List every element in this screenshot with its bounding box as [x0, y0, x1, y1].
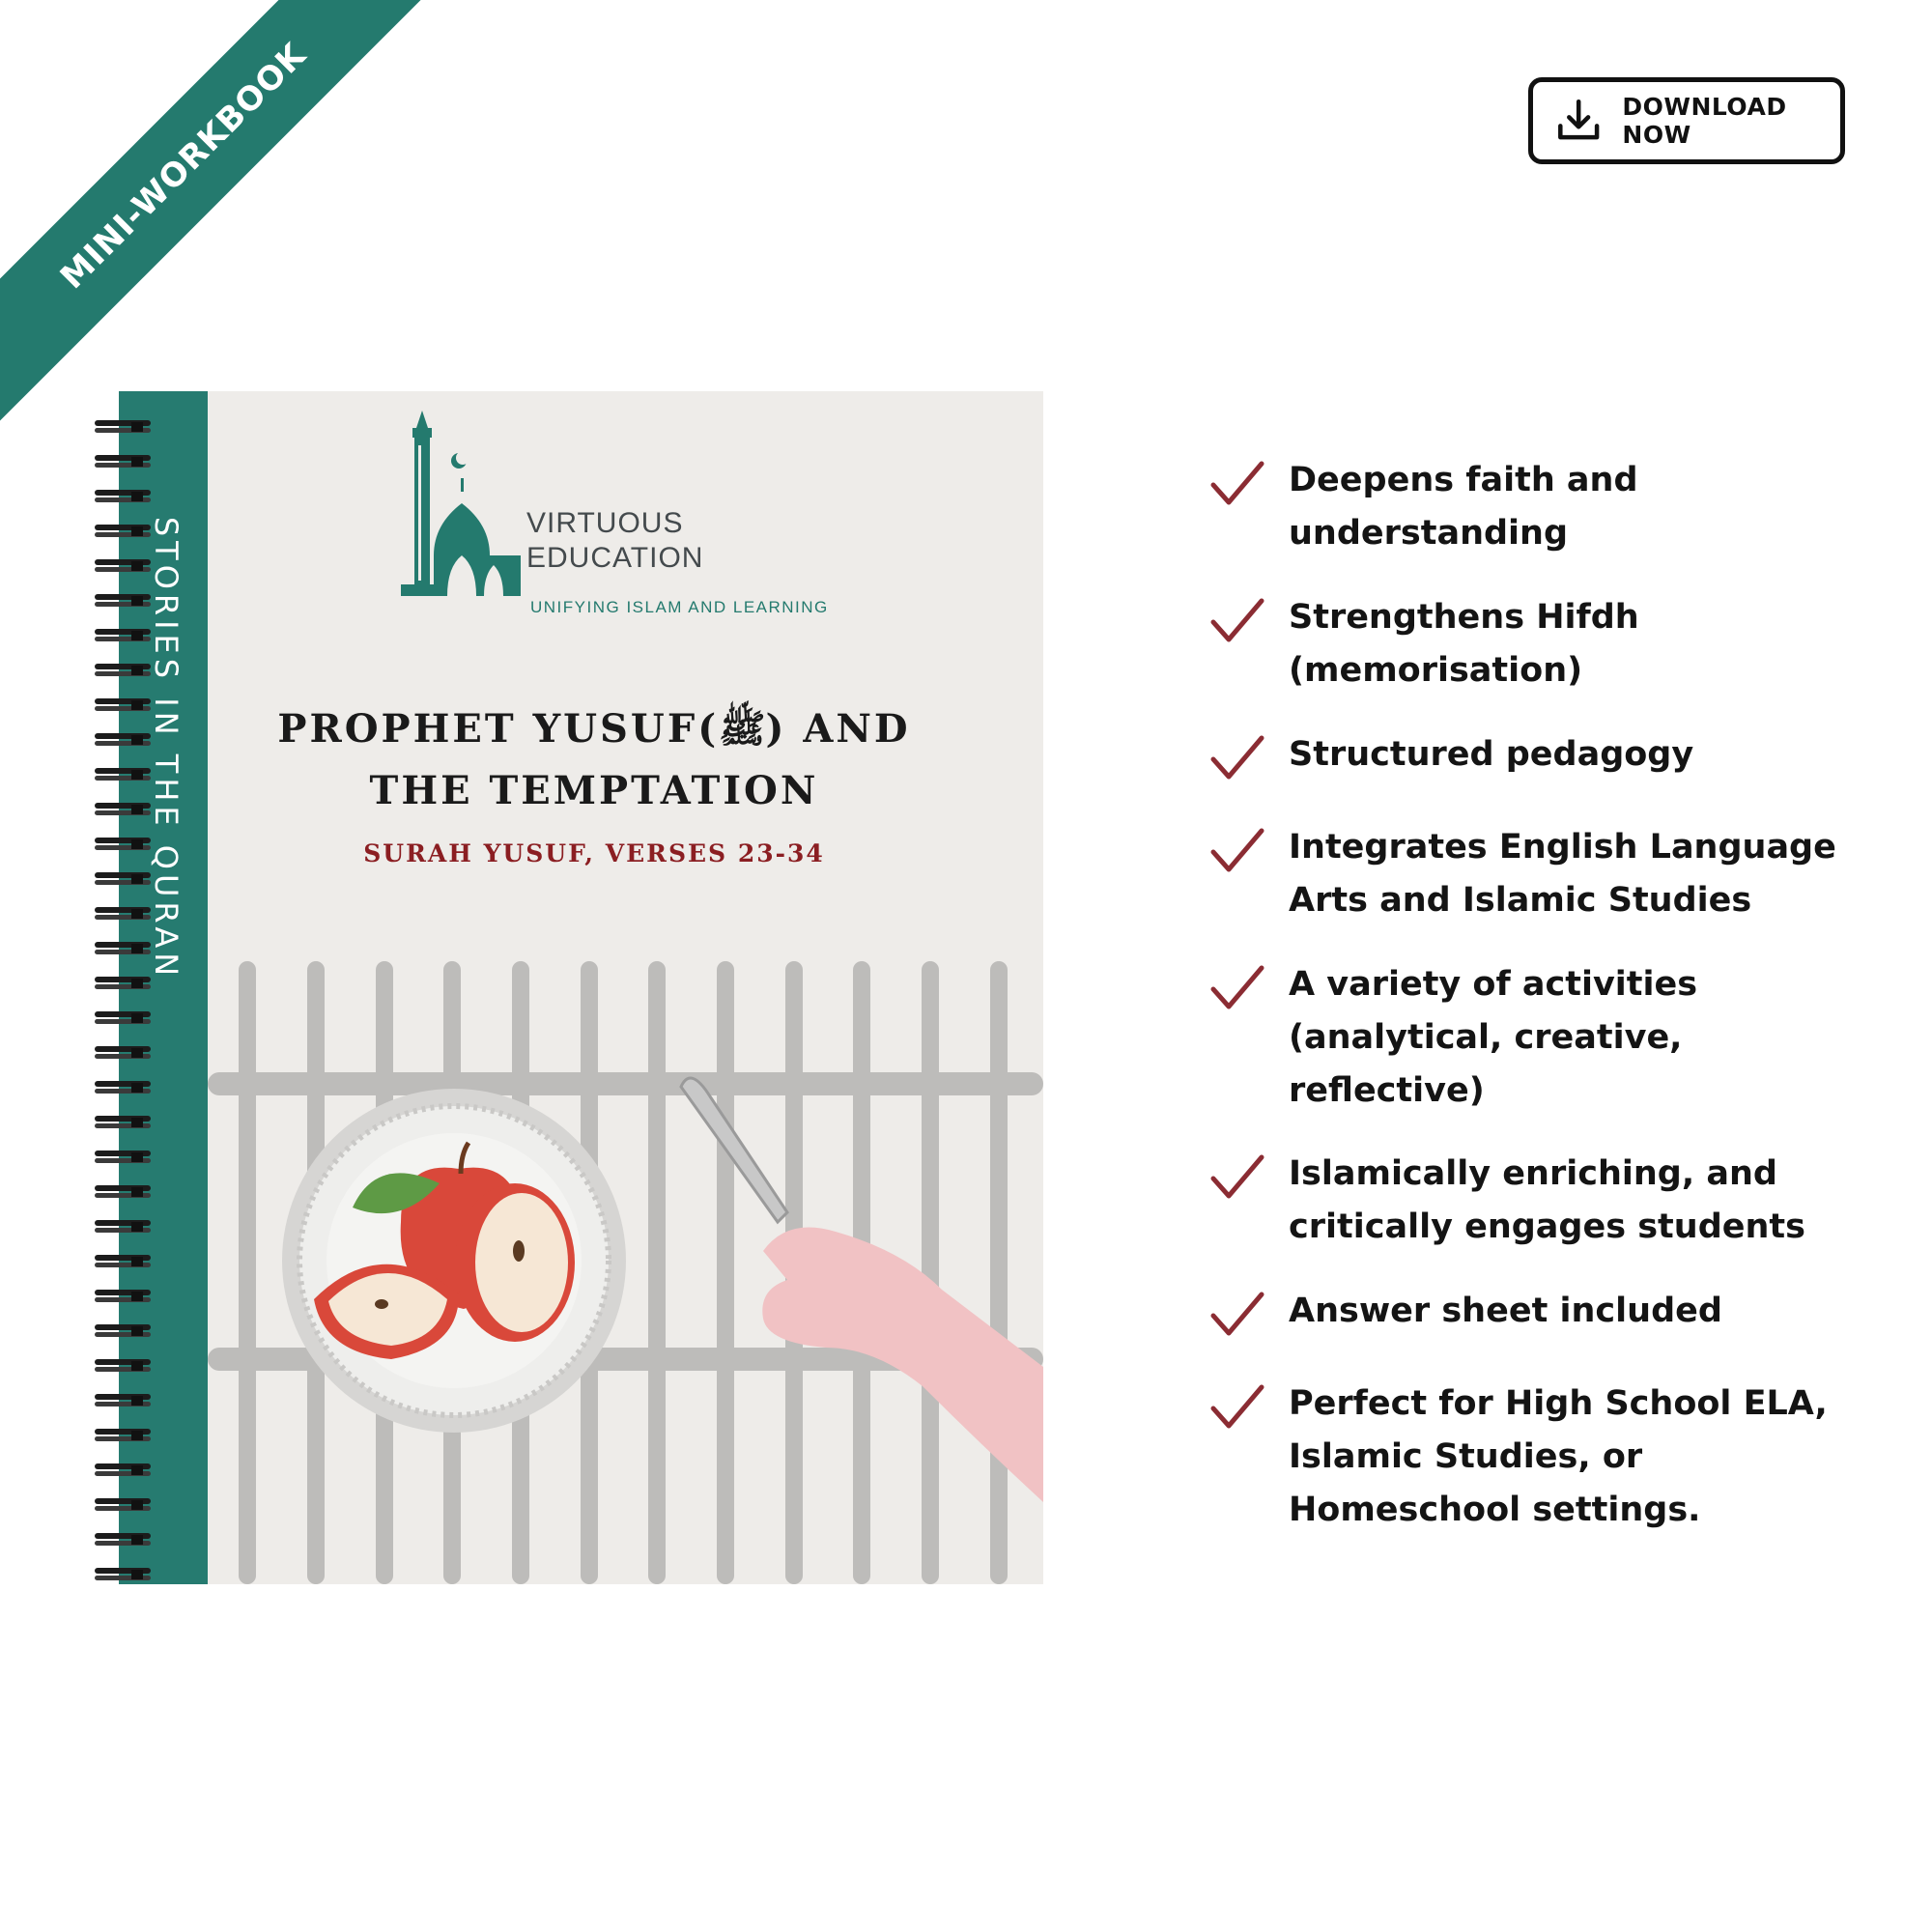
apple-half-right: [455, 1183, 575, 1342]
spiral-coil: [95, 698, 151, 714]
cover-subtitle: SURAH YUSUF, VERSES 23-34: [363, 839, 825, 867]
spiral-coil: [95, 977, 151, 992]
feature-text: [1289, 1285, 1907, 1338]
feature-text-line: A variety of activities: [1289, 965, 1698, 1004]
feature-text-line: Strengthens Hifdh: [1289, 598, 1639, 637]
checkmark-icon: [1209, 597, 1265, 645]
checkmark-icon: [1209, 734, 1265, 782]
spiral-coil: [95, 768, 151, 783]
spiral-coil: [95, 838, 151, 853]
checkmark-icon: [1209, 1383, 1265, 1432]
feature-text-line: Homeschool settings.: [1289, 1491, 1701, 1529]
download-icon: [1554, 94, 1603, 148]
brand-name-line1: VIRTUOUS: [526, 507, 684, 539]
feature-text-line: Arts and Islamic Studies: [1289, 881, 1752, 920]
feature-text: [1289, 958, 1907, 1118]
feature-text-line: Structured pedagogy: [1289, 735, 1694, 774]
mosque-minaret-crescent-icon: [401, 411, 526, 613]
spiral-coil: [95, 1255, 151, 1270]
feature-text-line: Answer sheet included: [1289, 1292, 1722, 1330]
ribbon-label: MINI-WORKBOOK: [52, 35, 315, 298]
spiral-coil: [95, 1498, 151, 1514]
spiral-coil: [95, 1011, 151, 1027]
feature-text-line: understanding: [1289, 514, 1569, 553]
spiral-coil: [95, 1046, 151, 1062]
feature-text-line: Deepens faith and: [1289, 461, 1638, 499]
download-now-label: DOWNLOAD NOW: [1622, 93, 1787, 149]
spiral-coil: [95, 559, 151, 575]
spiral-coil: [95, 629, 151, 644]
spiral-coil: [95, 1324, 151, 1340]
spiral-coil: [95, 1290, 151, 1305]
spiral-coil: [95, 1081, 151, 1096]
feature-text-line: critically engages students: [1289, 1208, 1805, 1246]
spiral-coil: [95, 803, 151, 818]
spiral-coil: [95, 1429, 151, 1444]
spiral-coil: [95, 1394, 151, 1409]
spiral-coil: [95, 1568, 151, 1583]
spiral-coil: [95, 525, 151, 540]
feature-text-line: Integrates English Language: [1289, 828, 1836, 867]
brand-name-line2: EDUCATION: [526, 542, 704, 574]
brand-tagline: UNIFYING ISLAM AND LEARNING: [530, 598, 829, 616]
spiral-coil: [95, 1185, 151, 1201]
checkmark-icon: [1209, 460, 1265, 508]
spiral-coil: [95, 1463, 151, 1479]
spiral-coil: [95, 1151, 151, 1166]
spiral-coil: [95, 907, 151, 923]
checkmark-icon: [1209, 1291, 1265, 1339]
spiral-coil: [95, 1116, 151, 1131]
checkmark-icon: [1209, 827, 1265, 875]
feature-text-line: Perfect for High School ELA,: [1289, 1384, 1828, 1423]
checkmark-icon: [1209, 1153, 1265, 1202]
feature-text: [1289, 821, 1907, 927]
workbook-mockup: [87, 391, 1043, 1584]
cover-title-line2: THE TEMPTATION: [369, 768, 819, 813]
download-now-button[interactable]: [1528, 77, 1845, 164]
spiral-coil: [95, 420, 151, 436]
feature-text-line: Islamically enriching, and: [1289, 1154, 1777, 1193]
spiral-coil: [95, 490, 151, 505]
spiral-coil: [95, 455, 151, 470]
spiral-coil: [95, 664, 151, 679]
spiral-coil: [95, 872, 151, 888]
cover-title-line1: PROPHET YUSUF(ﷺ) AND: [277, 706, 911, 752]
virtuous-education-logo: [401, 411, 865, 633]
feature-text: [1289, 591, 1907, 697]
feature-text: [1289, 1148, 1907, 1254]
spiral-coil: [95, 1220, 151, 1236]
feature-text-line: reflective): [1289, 1071, 1485, 1110]
spiral-binding: [87, 420, 155, 1570]
spine-title-text: STORIES IN THE QURAN: [148, 516, 185, 981]
spiral-coil: [95, 733, 151, 749]
checkmark-icon: [1209, 964, 1265, 1012]
feature-text-line: (memorisation): [1289, 651, 1583, 690]
spiral-coil: [95, 1359, 151, 1375]
workbook-cover: [208, 391, 1043, 1584]
feature-text: [1289, 454, 1907, 560]
spiral-coil: [95, 594, 151, 610]
prison-bars-apples-illustration: [208, 961, 1043, 1584]
mini-workbook-ribbon: [0, 0, 465, 447]
feature-text: [1289, 1378, 1907, 1537]
feature-text-line: Islamic Studies, or: [1289, 1437, 1643, 1476]
feature-text: [1289, 728, 1907, 781]
spiral-coil: [95, 1533, 151, 1548]
spiral-coil: [95, 942, 151, 957]
feature-text-line: (analytical, creative,: [1289, 1018, 1683, 1057]
